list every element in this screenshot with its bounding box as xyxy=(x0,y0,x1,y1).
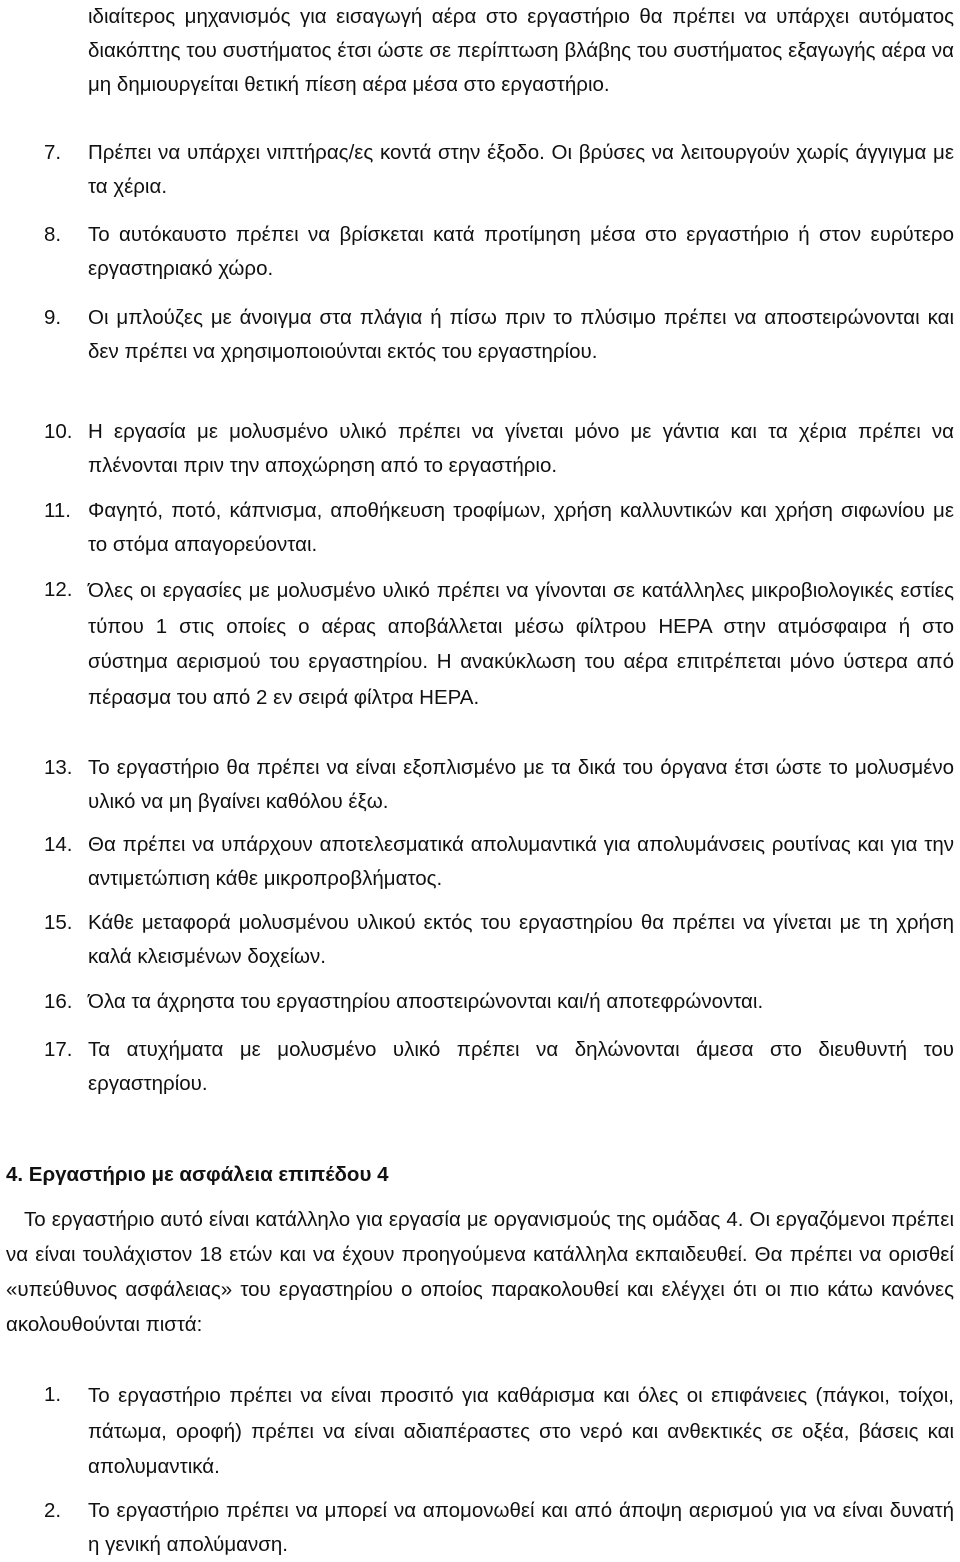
rule-item-9 xyxy=(44,301,954,369)
section-paragraph: Το εργαστήριο αυτό είναι κατάλληλο για εργασία με οργανισμούς της ομάδας 4. Οι εργαζόμενοι πρέπει να είναι τουλάχιστον 18 ετών και να έχουν προηγούμενα κατάλληλα εκπαιδευθεί. Θα πρέπει να ορισθεί «υπεύθυνος ασφάλειας» του εργαστηρίου ο οποίος παρακολουθεί και ελέγχει ότι οι πιο κάτω κανόνες ακολουθούνται πιστά: xyxy=(6,1208,954,1336)
rule-item-8 xyxy=(44,218,954,286)
rule-text: Τα ατυχήματα με μολυσμένο υλικό πρέπει να δηλώνονται άμεσα στο διευθυντή του εργαστηρίου. xyxy=(88,1038,954,1095)
rule-item-13 xyxy=(44,751,954,819)
section-heading: 4. Εργαστήριο με ασφάλεια επιπέδου 4 xyxy=(6,1163,389,1186)
rule-text: Φαγητό, ποτό, κάπνισμα, αποθήκευση τροφίμων, χρήση καλλυντικών και χρήση σιφωνίου με το στόμα απαγορεύονται. xyxy=(88,499,954,556)
rule-number: 15. xyxy=(44,911,73,934)
rule-item-10 xyxy=(44,415,954,483)
rule-number: 14. xyxy=(44,833,73,856)
intro-paragraph: ιδιαίτερος μηχανισμός για εισαγωγή αέρα στο εργαστήριο θα πρέπει να υπάρχει αυτόματος διακόπτης του συστήματος έτσι ώστε σε περίπτωση βλάβης του συστήματος εξαγωγής αέρα να μη δημιουργείται θετική πίεση αέρα μέσα στο εργαστήριο. xyxy=(88,5,954,96)
section4-rule-item-2 xyxy=(44,1494,954,1562)
rule-text: Η εργασία με μολυσμένο υλικό πρέπει να γίνεται μόνο με γάντια και τα χέρια πρέπει να πλένονται πριν την αποχώρηση από το εργαστήριο. xyxy=(88,420,954,477)
rule-text: Πρέπει να υπάρχει νιπτήρας/ες κοντά στην έξοδο. Οι βρύσες να λειτουργούν χωρίς άγγιγμα με τα χέρια. xyxy=(88,141,954,198)
rule-number: 8. xyxy=(44,223,62,246)
rule-text: Το εργαστήριο πρέπει να μπορεί να απομονωθεί και από άποψη αερισμού για να είναι δυνατή η γενική απολύμανση. xyxy=(88,1499,954,1556)
rule-text: Κάθε μεταφορά μολυσμένου υλικού εκτός του εργαστηρίου θα πρέπει να γίνεται με τη χρήση καλά κλεισμένων δοχείων. xyxy=(88,911,954,968)
rule-text: Όλα τα άχρηστα του εργαστηρίου αποστειρώνονται και/ή αποτεφρώνονται. xyxy=(88,990,764,1013)
rule-number: 7. xyxy=(44,141,62,164)
rule-item-12 xyxy=(44,573,954,715)
rule-item-17 xyxy=(44,1033,954,1101)
rule-text: Το εργαστήριο πρέπει να είναι προσιτό για καθάρισμα και όλες οι επιφάνειες (πάγκοι, τοίχοι, πάτωμα, οροφή) πρέπει να είναι αδιαπέραστες στο νερό και ανθεκτικές σε οξέα, βάσεις και απολυμαντικά. xyxy=(88,1384,954,1478)
rule-number: 10. xyxy=(44,420,73,443)
rule-number: 13. xyxy=(44,756,73,779)
rule-item-14 xyxy=(44,828,954,896)
rule-item-7 xyxy=(44,136,954,204)
rule-text: Το αυτόκαυστο πρέπει να βρίσκεται κατά προτίμηση μέσα στο εργαστήριο ή στον ευρύτερο εργαστηριακό χώρο. xyxy=(88,223,954,280)
rule-number: 9. xyxy=(44,306,62,329)
rule-text: Θα πρέπει να υπάρχουν αποτελεσματικά απολυμαντικά για απολυμάνσεις ρουτίνας και για την αντιμετώπιση κάθε μικροπροβλήματος. xyxy=(88,833,954,890)
rule-number: 16. xyxy=(44,990,73,1013)
rule-text: Οι μπλούζες με άνοιγμα στα πλάγια ή πίσω πριν το πλύσιμο πρέπει να αποστειρώνονται και δεν πρέπει να χρησιμοποιούνται εκτός του εργαστηρίου. xyxy=(88,306,954,363)
rule-number: 2. xyxy=(44,1499,62,1522)
rule-text: Το εργαστήριο θα πρέπει να είναι εξοπλισμένο με τα δικά του όργανα έτσι ώστε το μολυσμένο υλικό να μη βγαίνει καθόλου έξω. xyxy=(88,756,954,813)
rule-number: 11. xyxy=(44,499,71,522)
rule-number: 12. xyxy=(44,578,73,601)
rule-text: Όλες οι εργασίες με μολυσμένο υλικό πρέπει να γίνονται σε κατάλληλες μικροβιολογικές εστίες τύπου 1 στις οποίες ο αέρας αποβάλλεται μέσω φίλτρου HEPA στην ατμόσφαιρα ή στο σύστημα αερισμού του εργαστηρίου. Η ανακύκλωση του αέρα επιτρέπεται μόνο ύστερα από πέρασμα του από 2 εν σειρά φίλτρα HEPA. xyxy=(88,579,954,709)
rule-item-11 xyxy=(44,494,954,562)
section4-rule-item-1 xyxy=(44,1378,954,1485)
rule-item-15 xyxy=(44,906,954,974)
rule-number: 17. xyxy=(44,1038,73,1061)
rule-number: 1. xyxy=(44,1383,62,1406)
rule-item-16 xyxy=(44,985,954,1019)
